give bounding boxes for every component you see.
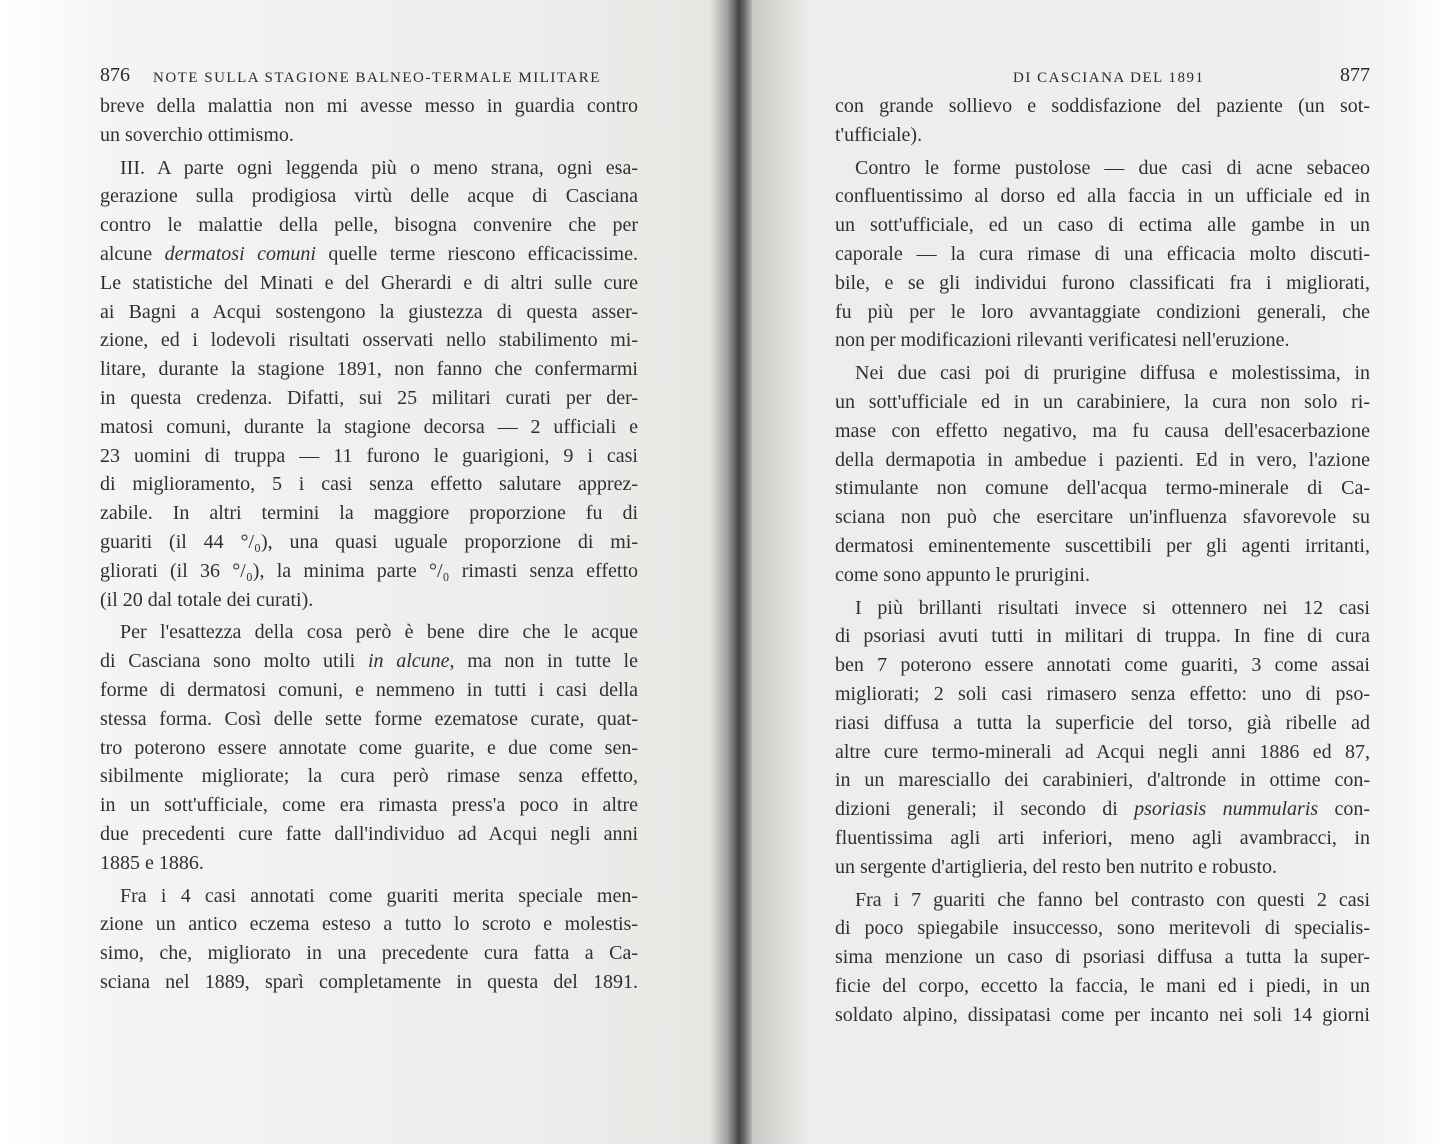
left-running-head [100,62,638,92]
line-text-continued: quelle terme riescono efficacissime. [315,242,638,265]
left-page-number: 876 [100,64,130,86]
line-text-continued: ma non in tutte le [454,650,638,673]
line-text: contro le malattie della pelle, bisogna convenire che per [100,214,638,237]
line-text: sciana non può che esercitare un'influenza sfavorevole su [835,506,1370,529]
text-line [835,766,1370,795]
text-line [835,154,1370,183]
line-text: I più brillanti risultati invece si ottennero nei 12 casi [855,596,1370,619]
line-text: fu più per le loro avvantaggiate condizioni generali, che [835,300,1370,323]
text-line [100,240,638,269]
text-line [835,388,1370,417]
text-line [100,820,638,849]
text-line [100,470,638,499]
line-text: altre cure termo-minerali ad Acqui negli anni 1886 ed 87, [835,740,1370,763]
text-line [100,182,638,211]
line-text: come sono appunto le prurigini. [835,563,1090,586]
text-line [835,269,1370,298]
text-line [835,92,1370,121]
line-text: non per modificazioni rilevanti verificatesi nell'eruzione. [835,329,1290,352]
text-line [100,326,638,355]
text-line [100,557,638,586]
line-text: ficie del corpo, eccetto la faccia, le mani ed i piedi, in un [835,974,1370,997]
line-text: litare, durante la stagione 1891, non fanno che confermarmi [100,358,638,381]
line-text: (il 20 dal totale dei curati). [100,588,314,611]
line-text: stessa forma. Così delle sette forme ezematose curate, quat- [100,707,638,730]
text-line [835,503,1370,532]
text-line [100,791,638,820]
right-page [835,62,1370,1030]
text-line [835,211,1370,240]
right-page-number: 877 [1340,64,1370,86]
text-line [835,680,1370,709]
text-line [100,647,638,676]
text-line [100,734,638,763]
text-line [100,355,638,384]
line-text: forme di dermatosi comuni, e nemmeno in tutti i casi della [100,678,638,701]
text-line [835,298,1370,327]
text-line [100,762,638,791]
line-text: un sergente d'artiglieria, del resto ben nutrito e robusto. [835,855,1278,878]
text-line [835,326,1370,355]
text-line [835,359,1370,388]
text-line [100,92,638,121]
right-running-head [835,62,1370,92]
line-text: dermatosi eminentemente suscettibili per gli agenti irritanti, [835,534,1370,557]
line-text: soldato alpino, dissipatasi come per incanto nei soli 14 giorni [835,1003,1370,1026]
text-line [835,738,1370,767]
line-text: gerazione sulla prodigiosa virtù delle acque di Casciana [100,185,638,208]
text-line [835,943,1370,972]
line-text: Fra i 7 guariti che fanno bel contrasto con questi 2 casi [855,888,1370,911]
left-page [100,62,638,997]
text-line [100,586,638,615]
line-text: in un maresciallo dei carabinieri, d'altronde in ottime con- [835,769,1370,792]
italic-term: psoriasis nummularis [1134,798,1319,821]
line-text: con grande sollievo e soddisfazione del paziente (un sot- [835,95,1370,117]
line-text: un sott'ufficiale ed in un carabiniere, la cura non solo ri- [835,390,1370,413]
line-text: tro poterono essere annotate come guarite, e due come sen- [100,736,638,759]
text-line [100,849,638,878]
line-text: in questa credenza. Difatti, sui 25 militari curati per der- [100,386,638,409]
line-text: zabile. In altri termini la maggiore proporzione fu di [100,502,638,525]
text-line [835,824,1370,853]
line-text: ben 7 poterono essere annotati come guariti, 3 come assai [835,654,1370,677]
text-line [100,528,638,557]
text-line [835,972,1370,1001]
line-text: di Casciana sono molto utili [100,650,368,673]
book-spine [728,0,752,1144]
text-line [835,561,1370,590]
line-text: 1885 e 1886. [100,851,204,874]
line-text: un sott'ufficiale, ed un caso di ectima alle gambe in un [835,214,1370,237]
line-text: caporale — la cura rimase di una efficacia molto discuti- [835,242,1370,265]
line-text: zione, ed i lodevoli risultati osservati nello stabilimento mi- [100,329,638,352]
line-text: bile, e se gli individui furono classificati fra i migliorati, [835,271,1370,294]
line-text: t'ufficiale). [835,123,923,146]
text-line [835,182,1370,211]
right-running-title: DI CASCIANA DEL 1891 [1013,70,1205,86]
right-body-text [835,92,1370,1030]
line-text: sciana nel 1889, sparì completamente in questa del 1891. [100,970,638,993]
text-line [835,622,1370,651]
line-text: fluentissima agli arti inferiori, meno agli avambracci, in [835,826,1370,849]
text-line [835,417,1370,446]
text-line [100,384,638,413]
text-line [100,211,638,240]
line-text: mase con effetto negativo, ma fu causa dell'esacerbazione [835,419,1370,442]
line-text: breve della malattia non mi avesse messo in guardia contro [100,95,638,117]
line-text: dizioni generali; il secondo di [835,798,1135,821]
line-text: Contro le forme pustolose — due casi di acne sebaceo [855,156,1370,179]
line-text: Per l'esattezza della cosa però è bene dire che le acque [120,621,638,644]
text-line [835,853,1370,882]
text-line [100,939,638,968]
line-text: alcune [100,242,165,265]
text-line [835,886,1370,915]
line-text: di poco spiegabile insuccesso, sono meritevoli di specialis- [835,917,1370,940]
line-text: 23 uomini di truppa — 11 furono le guarigioni, 9 i casi [100,444,638,467]
line-text: guariti (il 44 °/₀), una quasi uguale proporzione di mi- [100,530,638,553]
text-line [100,154,638,183]
line-text: gliorati (il 36 °/₀), la minima parte °/₀ rimasti senza effetto [100,559,638,582]
text-line [835,651,1370,680]
line-text: Fra i 4 casi annotati come guariti merita speciale men- [120,884,638,907]
text-line [835,121,1370,150]
text-line [100,618,638,647]
line-text: III. A parte ogni leggenda più o meno strana, ogni esa- [120,156,638,179]
text-line [835,795,1370,824]
text-line [835,532,1370,561]
text-line [100,705,638,734]
text-line [100,442,638,471]
line-text: Le statistiche del Minati e del Gherardi e di altri sulle cure [100,271,638,294]
line-text: di psoriasi avuti tutti in militari di truppa. In fine di cura [835,625,1370,648]
text-line [835,709,1370,738]
line-text: migliorati; 2 soli casi rimasero senza effetto: uno di pso- [835,682,1370,705]
text-line [835,240,1370,269]
line-text: matosi comuni, durante la stagione decorsa — 2 ufficiali e [100,415,638,438]
text-line [100,298,638,327]
text-line [835,1001,1370,1030]
line-text: sibilmente migliorate; la cura però rimase senza effetto, [100,765,638,788]
left-running-title: NOTE SULLA STAGIONE BALNEO-TERMALE MILITARE [153,70,601,86]
text-line [835,446,1370,475]
text-line [100,269,638,298]
text-line [100,968,638,997]
line-text-continued: con- [1318,798,1370,821]
text-line [100,882,638,911]
line-text: ai Bagni a Acqui sostengono la giustezza di questa asser- [100,300,638,323]
text-line [100,121,638,150]
line-text: un soverchio ottimismo. [100,123,294,146]
line-text: zione un antico eczema esteso a tutto lo scroto e molestis- [100,913,638,936]
left-body-text [100,92,638,997]
italic-term: dermatosi comuni [164,242,316,265]
text-line [100,413,638,442]
line-text: simo, che, migliorato in una precedente cura fatta a Ca- [100,942,638,965]
line-text: riasi diffusa a tutta la superficie del torso, già ribelle ad [835,711,1370,734]
text-line [100,910,638,939]
line-text: di miglioramento, 5 i casi senza effetto salutare apprez- [100,473,638,496]
text-line [835,594,1370,623]
line-text: confluentissimo al dorso ed alla faccia in un ufficiale ed in [835,185,1370,208]
italic-term: in alcune, [367,650,455,673]
text-line [100,676,638,705]
line-text: due precedenti cure fatte dall'individuo ad Acqui negli anni [100,822,638,845]
text-line [100,499,638,528]
line-text: sima menzione un caso di psoriasi diffusa a tutta la super- [835,946,1370,969]
text-line [835,474,1370,503]
line-text: in un sott'ufficiale, come era rimasta press'a poco in altre [100,794,638,817]
line-text: stimulante non comune dell'acqua termo-minerale di Ca- [835,477,1370,500]
line-text: Nei due casi poi di prurigine diffusa e molestissima, in [855,362,1370,385]
text-line [835,914,1370,943]
line-text: della dermapotia in ambedue i pazienti. Ed in vero, l'azione [835,448,1370,471]
